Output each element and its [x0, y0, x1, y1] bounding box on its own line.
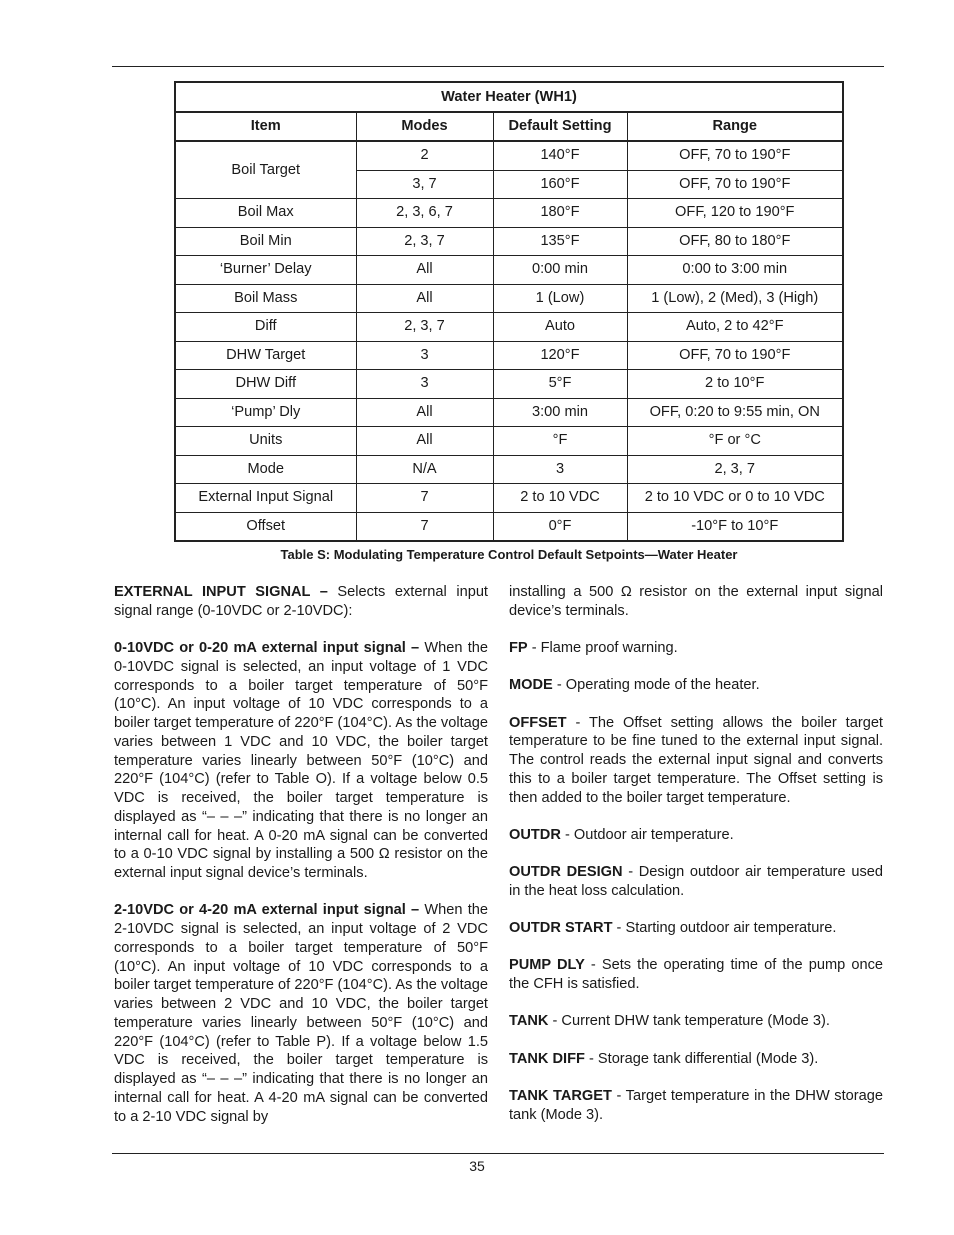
cell-modes: 3 [356, 370, 493, 399]
cell-range: -10°F to 10°F [627, 512, 843, 541]
cell-range: 0:00 to 3:00 min [627, 256, 843, 285]
cell-range: 2 to 10°F [627, 370, 843, 399]
col-header-modes: Modes [356, 112, 493, 141]
table-body [175, 199, 843, 542]
definition-text: - Flame proof warning. [527, 640, 678, 656]
definition-paragraph [509, 1087, 883, 1125]
right-column [509, 583, 883, 1143]
definition-paragraph [509, 919, 883, 938]
cell-modes: 2, 3, 6, 7 [356, 199, 493, 228]
definition-text: - Storage tank differential (Mode 3). [584, 1050, 819, 1067]
cell-modes: 3 [356, 341, 493, 370]
cell-default: 120°F [493, 341, 627, 370]
cell-default: 135°F [493, 227, 627, 256]
cell-default: 3 [493, 455, 627, 484]
cell-range: OFF, 120 to 190°F [627, 199, 843, 228]
definition-term: TANK DIFF [509, 1050, 585, 1067]
footer-rule [112, 1153, 884, 1154]
cell-modes: All [356, 427, 493, 456]
cell-item: Offset [175, 512, 356, 541]
cell-item: Boil Target [175, 141, 356, 199]
cell-item: Boil Mass [175, 284, 356, 313]
cell-item: DHW Diff [175, 370, 356, 399]
table-row [175, 370, 843, 399]
definition-paragraph [509, 956, 883, 994]
definition-paragraph [509, 1012, 883, 1031]
cell-item: External Input Signal [175, 484, 356, 513]
definition-term: TANK TARGET [509, 1087, 612, 1104]
definition-term: OUTDR START [509, 920, 613, 936]
cell-item: Mode [175, 455, 356, 484]
definition-paragraph [509, 583, 883, 621]
definition-paragraph [509, 639, 883, 658]
definition-term: 2-10VDC or 4-20 mA external input signal – [114, 902, 420, 919]
table-row [175, 427, 843, 456]
cell-item: DHW Target [175, 341, 356, 370]
cell-item: Units [175, 427, 356, 456]
cell-modes: All [356, 398, 493, 427]
definition-paragraph [509, 826, 883, 845]
definition-term: TANK [509, 1013, 549, 1030]
definition-text: When the 0-10VDC signal is selected, an input voltage of 1 VDC corresponds to a boiler target temperature of 50°F (10°C). An input voltage of 10 VDC corresponds to a boiler target temperature of 220°F (104°C). As the voltage varies between 1 VDC and 10 VDC, the boiler target temperature varies linearly between 50°F (10°C) and 220°F (104°C) (refer to Table O). If a voltage below 0.5 VDC is received, the boiler target temperature is displayed as “– – –” indicating that there is no longer an internal call for heat. A 0-20 mA signal can be converted to a 0-10 VDC signal by installing a 500 Ω resistor on the external input signal device’s terminals. [114, 640, 488, 881]
table-row [175, 256, 843, 285]
col-header-range: Range [627, 112, 843, 141]
table-row [175, 199, 843, 228]
definition-term: 0-10VDC or 0-20 mA external input signal – [114, 640, 420, 656]
left-column [114, 583, 488, 1145]
definition-text: - Outdoor air temperature. [560, 826, 734, 843]
table-row [175, 313, 843, 342]
cell-item: ‘Pump’ Dly [175, 398, 356, 427]
table-row [175, 227, 843, 256]
cell-default: 3:00 min [493, 398, 627, 427]
page-number: 35 [469, 1158, 485, 1174]
definition-text: When the 2-10VDC signal is selected, an input voltage of 2 VDC corresponds to a boiler target temperature of 50°F (10°C). An input voltage of 10 VDC corresponds to a boiler target temperature of 220°F (104°C). As the voltage varies between 2 VDC and 10 VDC, the boiler target temperature varies linearly between 50°F (10°C) and 220°F (104°C) (refer to Table P). If a voltage below 1.5 VDC is received, the boiler target temperature is displayed as “– – –” indicating that there is no longer an internal call for heat. A 4-20 mA signal can be converted to a 2-10 VDC signal by [114, 902, 488, 1125]
definition-paragraph [114, 901, 488, 1126]
cell-range: OFF, 70 to 190°F [627, 170, 843, 199]
definition-term: OUTDR [509, 826, 561, 843]
cell-modes: 2 [356, 141, 493, 170]
cell-range: 2, 3, 7 [627, 455, 843, 484]
cell-range: OFF, 70 to 190°F [627, 141, 843, 170]
definition-text: Selects external input signal range (0-10VDC or 2-10VDC): [114, 584, 488, 619]
table-row [175, 455, 843, 484]
definition-term: EXTERNAL INPUT SIGNAL – [114, 584, 328, 600]
cell-default: 180°F [493, 199, 627, 228]
cell-default: 0°F [493, 512, 627, 541]
definition-paragraph [509, 714, 883, 808]
cell-default: 1 (Low) [493, 284, 627, 313]
definition-text: - Target temperature in the DHW storage tank (Mode 3). [509, 1087, 883, 1123]
definition-text: installing a 500 Ω resistor on the external input signal device’s terminals. [509, 584, 883, 619]
cell-modes: 3, 7 [356, 170, 493, 199]
cell-range: Auto, 2 to 42°F [627, 313, 843, 342]
cell-range: OFF, 0:20 to 9:55 min, ON [627, 398, 843, 427]
cell-modes: 2, 3, 7 [356, 227, 493, 256]
definition-paragraph [509, 1050, 883, 1069]
cell-item: Boil Max [175, 199, 356, 228]
definition-paragraph [509, 863, 883, 901]
cell-modes: N/A [356, 455, 493, 484]
cell-modes: All [356, 284, 493, 313]
cell-default: 0:00 min [493, 256, 627, 285]
cell-default: 2 to 10 VDC [493, 484, 627, 513]
cell-item: Boil Min [175, 227, 356, 256]
definition-term: OUTDR DESIGN [509, 864, 623, 880]
cell-range: OFF, 80 to 180°F [627, 227, 843, 256]
cell-modes: 7 [356, 512, 493, 541]
definition-text: - Sets the operating time of the pump once the CFH is satisfied. [509, 957, 883, 992]
cell-default: 5°F [493, 370, 627, 399]
cell-modes: 7 [356, 484, 493, 513]
table-row [175, 398, 843, 427]
cell-item: Diff [175, 313, 356, 342]
definition-paragraph [114, 583, 488, 621]
definition-text: - Starting outdoor air temperature. [612, 920, 837, 936]
cell-default: 160°F [493, 170, 627, 199]
definition-term: OFFSET [509, 714, 567, 731]
table-row [175, 141, 843, 170]
definition-term: PUMP DLY [509, 957, 585, 974]
definition-paragraph [114, 639, 488, 883]
definition-text: - Design outdoor air temperature used in the heat loss calculation. [509, 864, 883, 899]
definition-text: - The Offset setting allows the boiler target temperature to be fine tuned to the external input signal. The control reads the external input signal and converts this to a boiler target temperature. The Offset setting is then added to the boiler target temperature. [509, 714, 883, 806]
definition-paragraph [509, 676, 883, 695]
col-header-default: Default Setting [493, 112, 627, 141]
definition-text: - Operating mode of the heater. [552, 677, 760, 694]
definition-text: - Current DHW tank temperature (Mode 3). [548, 1013, 830, 1030]
definition-term: MODE [509, 677, 553, 694]
cell-range: 1 (Low), 2 (Med), 3 (High) [627, 284, 843, 313]
cell-modes: 2, 3, 7 [356, 313, 493, 342]
table-title: Water Heater (WH1) [175, 82, 843, 112]
col-header-item: Item [175, 112, 356, 141]
definition-term: FP [509, 640, 528, 656]
cell-default: 140°F [493, 141, 627, 170]
cell-range: 2 to 10 VDC or 0 to 10 VDC [627, 484, 843, 513]
table-row [175, 484, 843, 513]
table-row [175, 284, 843, 313]
table-row [175, 512, 843, 541]
table-row [175, 341, 843, 370]
cell-default: Auto [493, 313, 627, 342]
table-caption: Table S: Modulating Temperature Control Default Setpoints—Water Heater [280, 547, 738, 562]
cell-item: ‘Burner’ Delay [175, 256, 356, 285]
cell-range: °F or °C [627, 427, 843, 456]
water-heater-setpoints-table [174, 81, 844, 542]
header-rule [112, 66, 884, 67]
cell-range: OFF, 70 to 190°F [627, 341, 843, 370]
cell-modes: All [356, 256, 493, 285]
cell-default: °F [493, 427, 627, 456]
